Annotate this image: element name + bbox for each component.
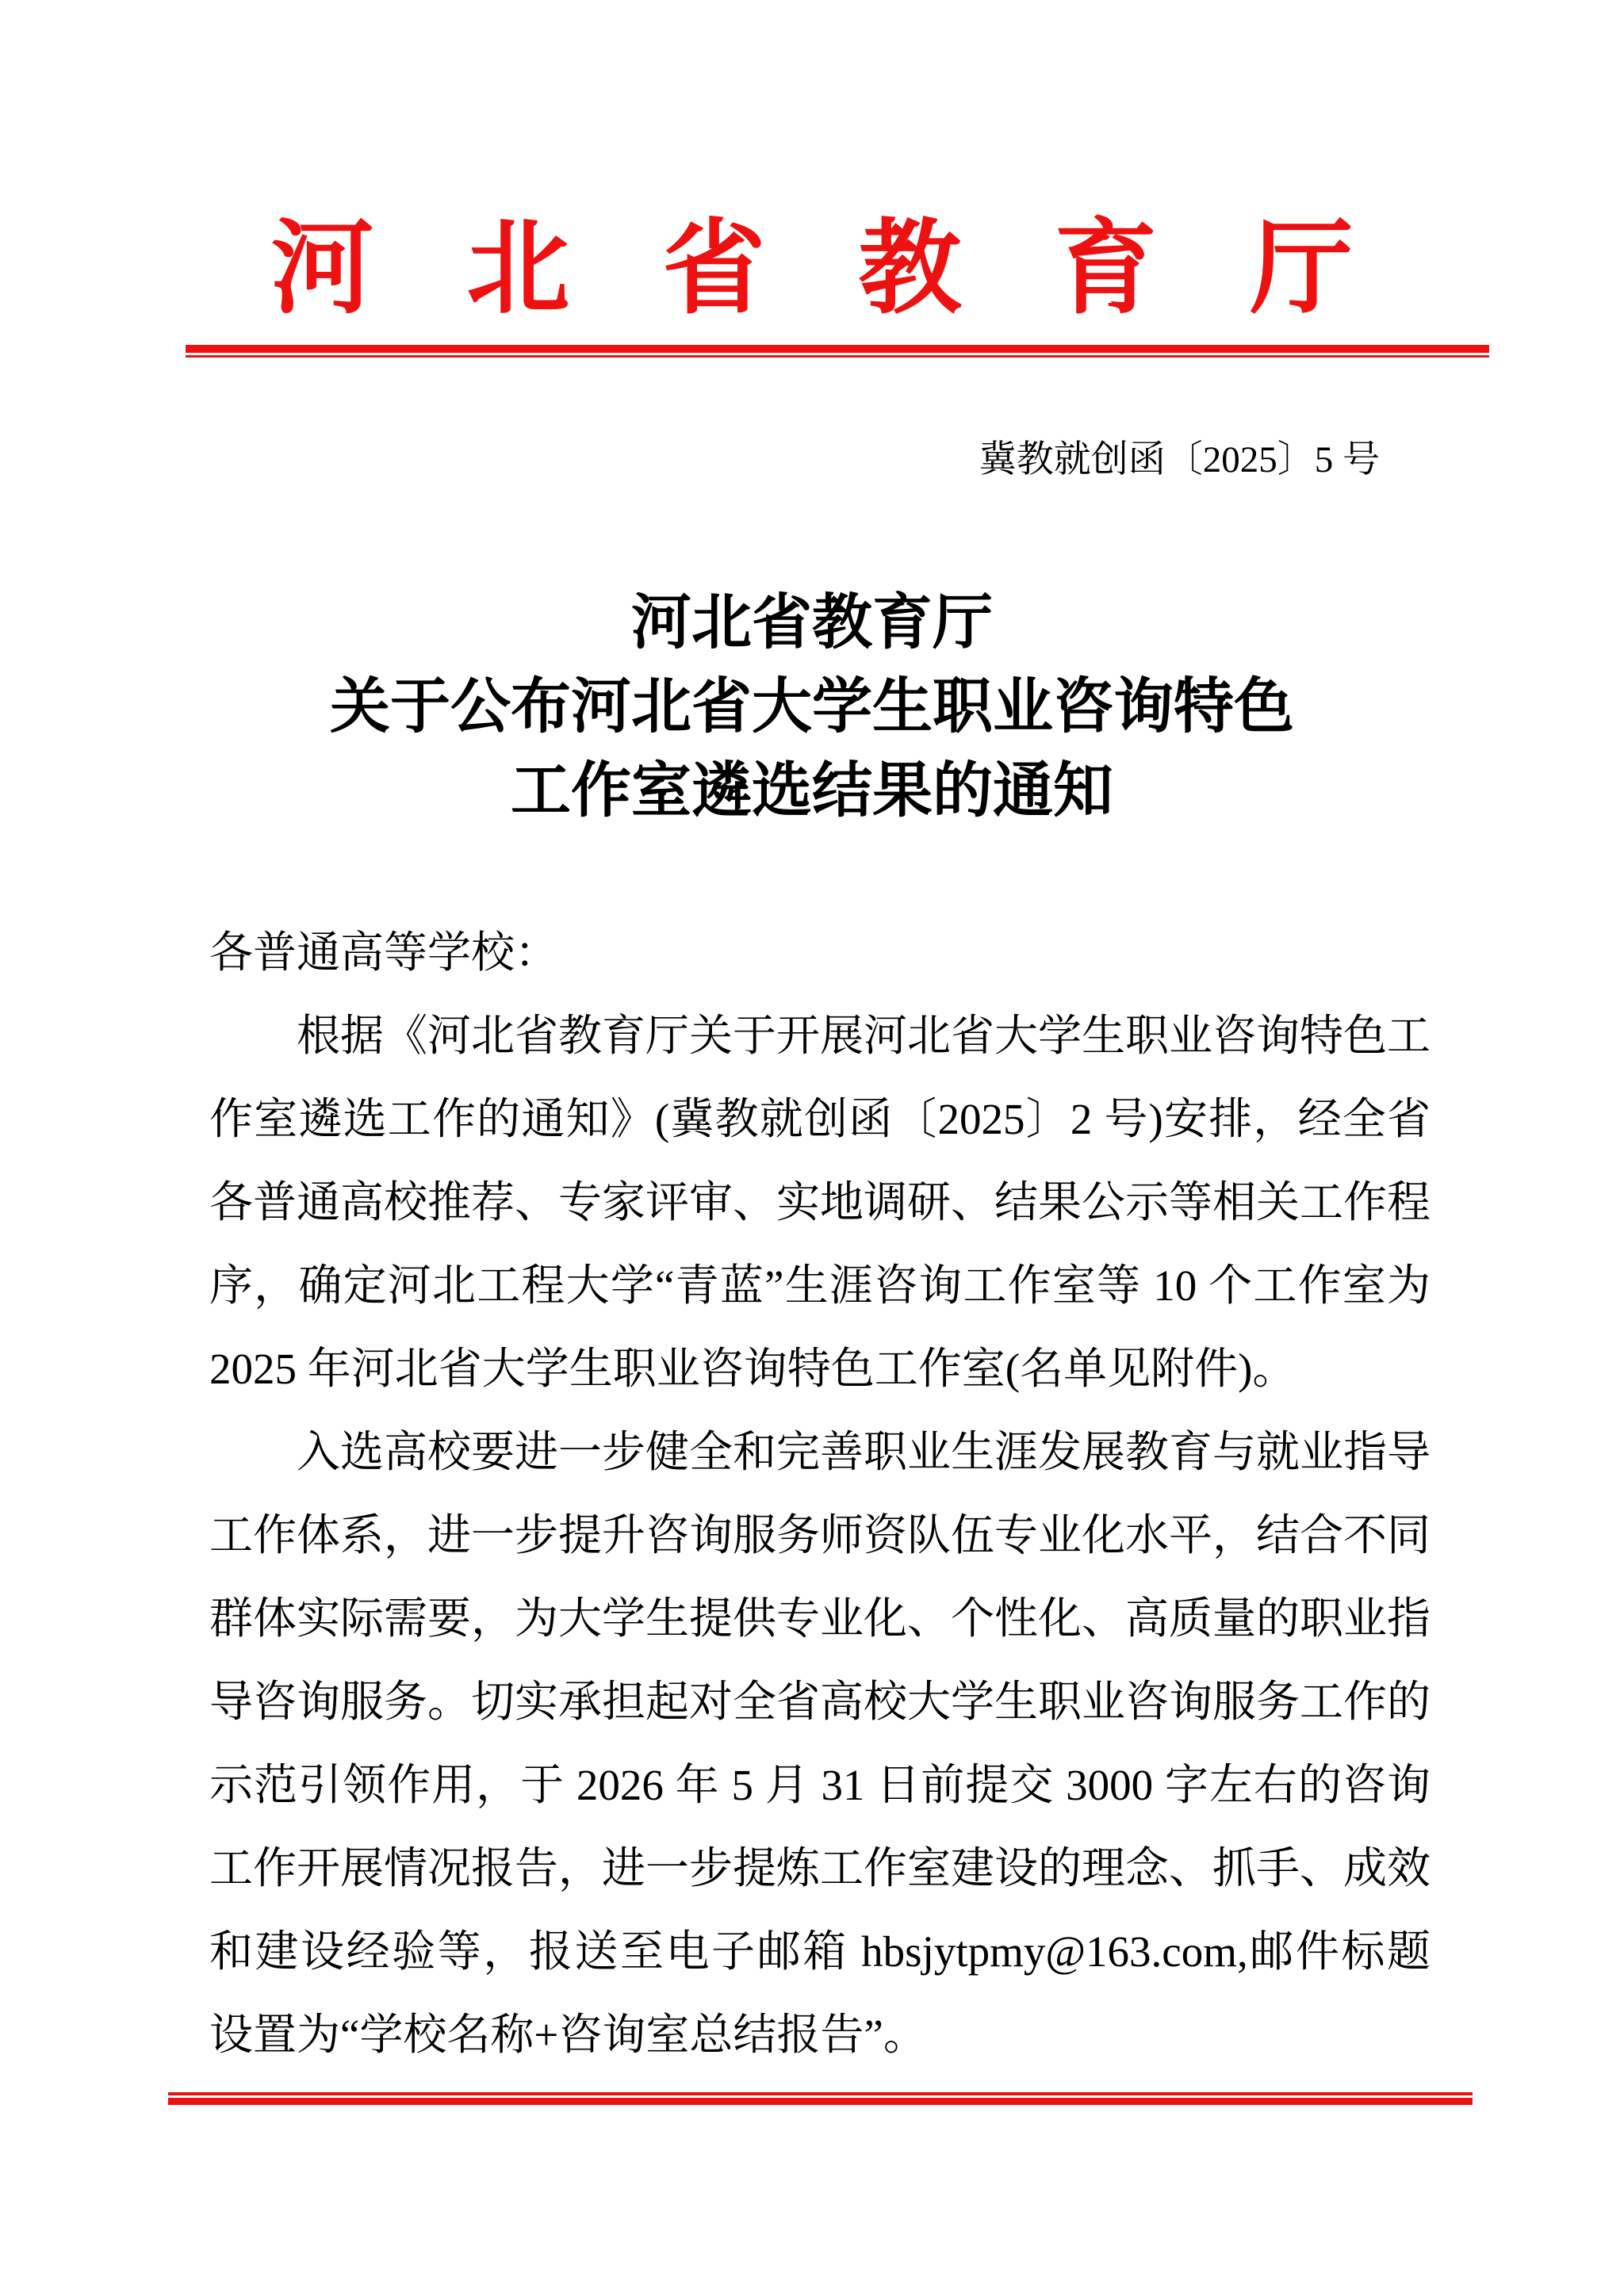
paragraph-2: 入选高校要进一步健全和完善职业生涯发展教育与就业指导工作体系，进一步提升咨询服务师资队伍专业化水平，结合不同群体实际需要，为大学生提供专业化、个性化、高质量的职业指导咨询服务。切实承担起对全省高校大学生职业咨询服务工作的示范引领作用，于 2026 年 5 月 31 日前提交 3000 字左右的咨询工作开展情况报告，进一步提炼工作室建设的理念、抓手、成效和建设经验等，报送至电子邮箱 hbsjytpmy@163.com,邮件标题设置为“学校名称+咨询室总结报告”。: [209, 1428, 1431, 2059]
footer-divider: [168, 2092, 1473, 2105]
header-divider: [186, 345, 1489, 358]
paragraph-1: 根据《河北省教育厅关于开展河北省大学生职业咨询特色工作室遴选工作的通知》(冀教就创函〔2025〕2 号)安排，经全省各普通高校推荐、专家评审、实地调研、结果公示等相关工作程序，确定河北工程大学“青蓝”生涯咨询工作室等 10 个工作室为 2025 年河北省大学生职业咨询特色工作室(名单见附件)。: [209, 1012, 1431, 1393]
title-line-2: 关于公布河北省大学生职业咨询特色: [330, 674, 1294, 740]
title-line-3: 工作室遴选结果的通知: [511, 758, 1113, 825]
title-line-1: 河北省教育厅: [631, 590, 993, 656]
document-number: 冀教就创函〔2025〕5 号: [979, 439, 1380, 480]
agency-masthead: 河北省教育厅: [270, 212, 1446, 327]
header-divider-thin-bar: [186, 355, 1489, 358]
footer-divider-thick-bar: [168, 2098, 1473, 2105]
header-divider-thick-bar: [186, 345, 1489, 353]
document-title: [0, 581, 1624, 833]
footer-divider-thin-bar: [168, 2092, 1473, 2095]
salutation: 各普通高等学校：: [209, 928, 559, 977]
document-body: [209, 911, 1431, 2076]
